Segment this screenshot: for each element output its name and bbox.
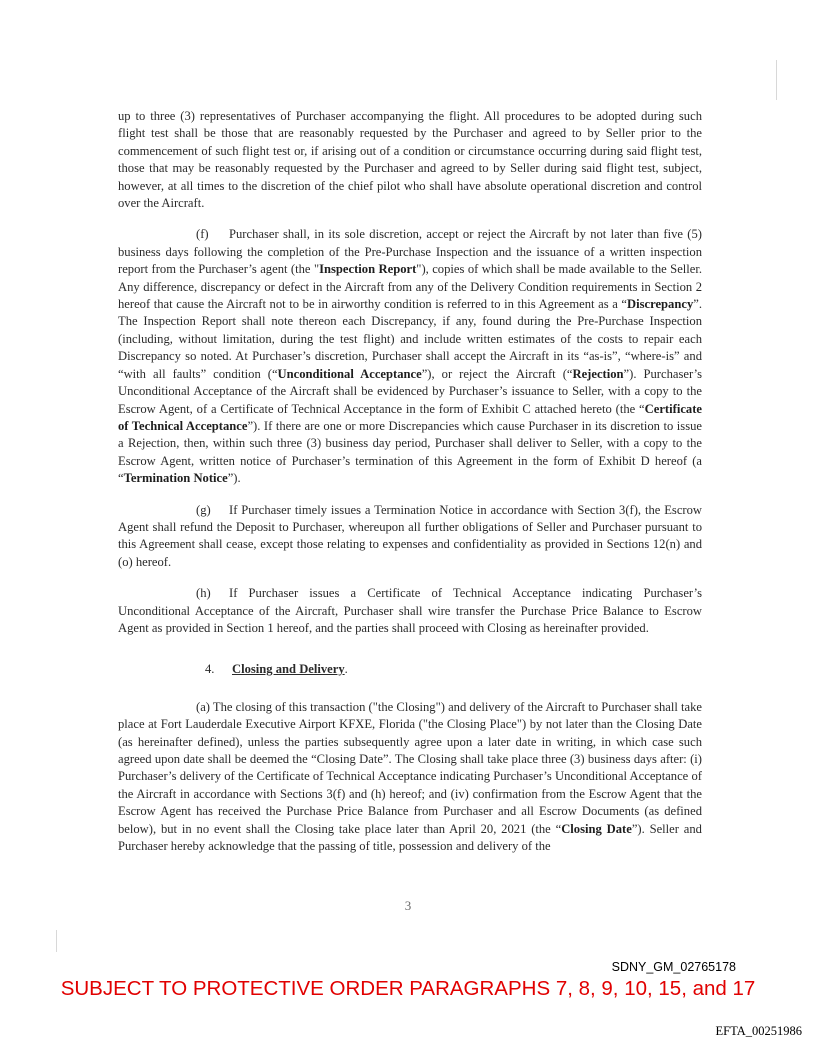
- paragraph-f-text: ”), or reject the Aircraft (“: [421, 366, 573, 381]
- paragraph-f-text: "), copies of which shall be made available to the Seller. Any difference, discrepancy or defect in the Aircraft from any of the Delivery Condition requirements in Section 2 hereof that cause the Aircraft not to be in airworthy condition is referred to in this Agreement as a “: [118, 262, 703, 312]
- defined-term-unconditional-acceptance: Unconditional Acceptance: [277, 366, 422, 381]
- paragraph-4a-text: (a) The closing of this transaction ("the Closing") and delivery of the Aircraft to Purchaser shall take place at Fort Lauderdale Executive Airport KFXE, Florida ("the Closing Place") by not later than the Closing Date (as hereinafter defined), unless the parties subsequently agree upon a later date in writing, in which case such agreed upon date shall be deemed the “Closing Date”. The Closing shall take place three (3) business days after: (i) Purchaser’s delivery of the Certificate of Technical Acceptance indicating Purchaser’s Unconditional Acceptance of the Aircraft in accordance with Sections 3(f) and (h) hereof; and (iv) confirmation from the Escrow Agent that the Escrow Agent has received the Purchase Price Balance from Purchaser and all Escrow Documents (as defined below), but in no event shall the Closing take place later than April 20, 2021 (the “: [118, 699, 702, 836]
- page-number: 3: [404, 898, 412, 913]
- paragraph-h-text: If Purchaser issues a Certificate of Technical Acceptance indicating Purchaser’s Unconditional Acceptance of the Aircraft, Purchaser shall wire transfer the Purchase Price Balance to Escrow Agent as provided in Section 1 hereof, and the parties shall proceed with Closing as hereinafter provided.: [118, 586, 702, 635]
- defined-term-rejection: Rejection: [572, 366, 624, 381]
- scan-margin-mark: [776, 60, 777, 100]
- defined-term-certificate: Certificate of Technical Acceptance: [118, 401, 702, 433]
- paragraph-4a-text: ”). Seller and Purchaser hereby acknowledge that the passing of title, possession and delivery of the: [118, 821, 702, 854]
- section-4-heading: [118, 661, 702, 678]
- bates-number: SDNY_GM_02765178: [611, 960, 736, 974]
- section-4-period: .: [344, 662, 348, 677]
- paragraph-f-label: (f): [196, 227, 209, 242]
- paragraph-f: [118, 226, 702, 487]
- paragraph-g: [118, 502, 702, 572]
- paragraph-g-text: If Purchaser timely issues a Termination Notice in accordance with Section 3(f), the Escrow Agent shall refund the Deposit to Purchaser, whereupon all further obligations of Seller and Purchaser pursuant to this Agreement shall cease, except those relating to expenses and confidentiality as provided in Sections 12(n) and (o) hereof.: [118, 502, 702, 569]
- defined-term-termination-notice: Termination Notice: [123, 471, 228, 486]
- defined-term-inspection-report: Inspection Report: [319, 262, 417, 277]
- paragraph-f-text: ”). If there are one or more Discrepancies which cause Purchaser in its discretion to issue a Rejection, then, within such three (3) business day period, Purchaser shall deliver to Seller, with a copy to the Escrow Agent, written notice of Purchaser’s termination of this Agreement in the form of Exhibit D hereof (a “: [118, 418, 702, 486]
- section-4-title: Closing and Delivery: [232, 662, 345, 677]
- section-4-number: 4.: [205, 662, 215, 677]
- intro-paragraph: up to three (3) representatives of Purchaser accompanying the flight. All procedures to be adopted during such flight test shall be those that are reasonably requested by the Purchaser and agreed to by Seller prior to the commencement of such flight test or, if arising out of a condition or circumstance occurring during said flight test, those that may be reasonably requested by the Purchaser and agreed to by Seller during said flight test, subject, however, at all times to the discretion of the chief pilot who shall have absolute operational discretion and control over the Aircraft.: [118, 109, 702, 211]
- protective-order-notice: SUBJECT TO PROTECTIVE ORDER PARAGRAPHS 7, 8, 9, 10, 15, and 17: [60, 977, 756, 1000]
- paragraph-h-label: (h): [196, 586, 211, 601]
- paragraph-f-text: Purchaser shall, in its sole discretion, accept or reject the Aircraft by not later than five (5) business days following the completion of the Pre-Purchase Inspection and the issuance of a written inspection report from the Purchaser’s agent (the ": [118, 227, 702, 277]
- paragraph-h: [118, 585, 702, 637]
- paragraph-f-text: ”). Purchaser’s Unconditional Acceptance of the Aircraft shall be evidenced by Purchaser’s issuance to Seller, with a copy to the Escrow Agent, of a Certificate of Technical Acceptance in the form of Exhibit C attached hereto (the “: [118, 366, 703, 416]
- defined-term-closing-date: Closing Date: [561, 821, 632, 836]
- efta-number: EFTA_00251986: [715, 1024, 802, 1038]
- document-body: [118, 108, 702, 869]
- defined-term-discrepancy: Discrepancy: [627, 297, 694, 312]
- paragraph-f-text: ”).: [227, 471, 241, 486]
- paragraph-f-text: ”. The Inspection Report shall note thereon each Discrepancy, if any, found during the Pre-Purchase Inspection (including, without limitation, during the test flight) and include written estimates of the costs to repair each Discrepancy so noted. At Purchaser’s discretion, Purchaser shall accept the Aircraft in its “as-is”, “where-is” and “with all faults” condition (“: [118, 297, 702, 381]
- scan-margin-mark: [56, 930, 57, 952]
- paragraph-g-label: (g): [196, 502, 211, 517]
- paragraph-4a: [118, 699, 702, 856]
